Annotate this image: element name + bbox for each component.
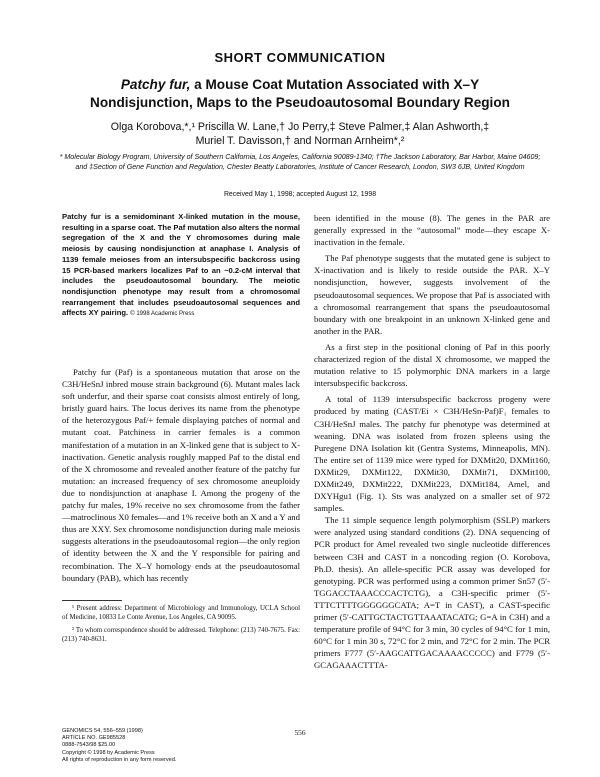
body-paragraph: A total of 1139 intersubspecific backcross progeny were produced by mating (CAST/Ei × C3H/HeSn-Paf)F₁ females to C3H/HeSnJ males. The patchy fur phenotype was determined at weaning. DNA was isolated from frozen spleens using the Puregene DNA Isolation kit (Gentra Systems, Minneapolis, MN). The entire set of 1139 mice were typed for DXMit20, DXMit160, DXMit29, DXMit122, DXMit30, DXMit71, DXMit100, DXMit249, DXMit222, DXMit223, DXMit184, Amel, and DXYHgu1 (Fig. 1). Sts was analyzed on a smaller set of 972 samples. xyxy=(314,394,550,514)
article-title xyxy=(40,76,560,112)
title-line2: Nondisjunction, Maps to the Pseudoautosomal Boundary Region xyxy=(90,95,510,110)
footnote-divider xyxy=(62,600,122,601)
body-paragraph: been identified in the mouse (8). The genes in the PAR are generally expressed in the “autosomal” mode—they escape X-inactivation in the female. xyxy=(314,213,550,248)
rights-line: All rights of reproduction in any form reserved. xyxy=(62,756,177,763)
footnote-1: ¹ Present address: Department of Microbiology and Immunology, UCLA School of Medicine, 10833 Le Conte Avenue, Los Angeles, CA 90095. xyxy=(62,605,300,622)
authors-line2: Muriel T. Davisson,† and Norman Arnheim*,² xyxy=(195,135,405,147)
journal-info xyxy=(62,728,262,764)
body-paragraph: Patchy fur (Paf) is a spontaneous mutation that arose on the C3H/HeSnJ inbred mouse strain background (6). Mutant males lack soft underfur, and their sparse coat consists almost entirely of long, bristly guard hairs. The locus derives its name from the phenotype of the heterozygous Paf/+ female displaying patches of normal and mutant coat. Patchiness in carrier females is a common manifestation of a mutation in an X-linked gene that is subject to X-inactivation. Genetic analysis roughly mapped Paf to the distal end of the X chromosome and revealed another feature of the patchy fur mutation: an increased frequency of sex chromosome aneuploidy due to nondisjunction at anaphase I. Among the progeny of the patchy fur males, 19% receive no sex chromosome from the father—matroclinous X0 females—and 1% receive both an X and a Y and thus are XXY. Sex chromosome nondisjunction during male meiosis suggests alterations in the pseudoautosomal region—the only region of identity between the X and the Y responsible for pairing and recombination. The X–Y homology ends at the pseudoautosomal boundary (PAB), which has recently xyxy=(62,367,300,583)
affiliations: * Molecular Biology Program, University of Southern California, Los Angeles, California 90089-1340; †The Jackson Laboratory, Bar Harbor, Maine 04609; and ‡Section of Gene Function and Regulation, Chester Beatty Laboratories, Institute of Cancer Research, London, SW3 6JB, United Kingdom xyxy=(59,153,541,171)
authors-line1: Olga Korobova,*,¹ Priscilla W. Lane,† Jo Perry,‡ Steve Palmer,‡ Alan Ashworth,‡ xyxy=(110,121,490,133)
title-italic-part: Patchy fur, xyxy=(120,77,191,92)
footnote-2: ² To whom correspondence should be addressed. Telephone: (213) 740-7675. Fax: (213) 740-8631. xyxy=(62,626,300,644)
body-paragraph: The 11 simple sequence length polymorphism (SSLP) markers were analyzed using standard conditions (2). DNA sequencing of PCR product for Amel revealed two single nucleotide differences between C3H and CAST in a noncoding region (O. Korobova, Ph.D. thesis). An allele-specific PCR assay was developed for genotyping. PCR was performed using a common primer Sn57 (5′-TGGACCTAAACCCACTCTG), a C3H-specific primer (5′-TTTCTTTTGGGGGGCATA; A=T in CAST), a CAST-specific primer (5′-CATTGCTACTGTTAAATACATG; G=A in C3H) and a temperature profile of 94°C for 3 min, 30 cycles of 94°C for 1 min, 60°C for 1 min 30 s, 72°C for 2 min, and 72°C for 2 min. The PCR primers F777 (5′-AAGCATTGACAAAACCCCC) and F779 (5′-GCAGAAACTTTA- xyxy=(314,515,550,671)
body-paragraph: The Paf phenotype suggests that the mutated gene is subject to X-inactivation and is likely to reside outside the PAR. X–Y nondisjunction, however, suggests involvement of the pseudoautosomal sequences. We propose that Paf is associated with a chromosomal rearrangement that spans the pseudoautosomal boundary with one breakpoint in an unknown X-linked gene and another in the PAR. xyxy=(314,253,550,336)
abstract-copyright: © 1998 Academic Press xyxy=(130,311,195,318)
section-label: SHORT COMMUNICATION xyxy=(214,50,386,65)
right-column xyxy=(314,212,550,671)
footnotes xyxy=(62,604,300,648)
body-paragraph: As a first step in the positional cloning of Paf in this poorly characterized region of the distal X chromosome, we mapped the mutation relative to 15 polymorphic DNA markers in a large intersubspecific backcross. xyxy=(314,341,550,389)
abstract xyxy=(62,212,300,320)
copyright-line: Copyright © 1998 by Academic Press xyxy=(62,749,155,756)
received-dates: Received May 1, 1998; accepted August 12, 1998 xyxy=(223,191,377,198)
author-list xyxy=(40,120,560,148)
issn-price: 0888-7543/98 $25.00 xyxy=(62,742,116,749)
abstract-text: Patchy fur is a semidominant X-linked mutation in the mouse, resulting in a sparse coat. The Paf mutation also alters the normal segregation of the X and the Y chromosomes during male meiosis by causing nondisjunction at anaphase I. Analysis of 1139 female meioses from an intersubspecific backcross using 15 PCR-based markers localizes Paf to an ~0.2-cM interval that includes the pseudoautosomal boundary. The meiotic nondisjunction phenotype may result from a chromosomal rearrangement that includes pseudoautosomal sequences and affects XY pairing. xyxy=(62,212,300,318)
title-line1: a Mouse Coat Mutation Associated with X–Y xyxy=(190,77,480,92)
article-number: ARTICLE NO. GE985528 xyxy=(62,735,126,742)
journal-citation: GENOMICS 54, 556–559 (1998) xyxy=(62,728,143,734)
left-column xyxy=(62,366,300,584)
page-number: 556 xyxy=(294,728,306,737)
